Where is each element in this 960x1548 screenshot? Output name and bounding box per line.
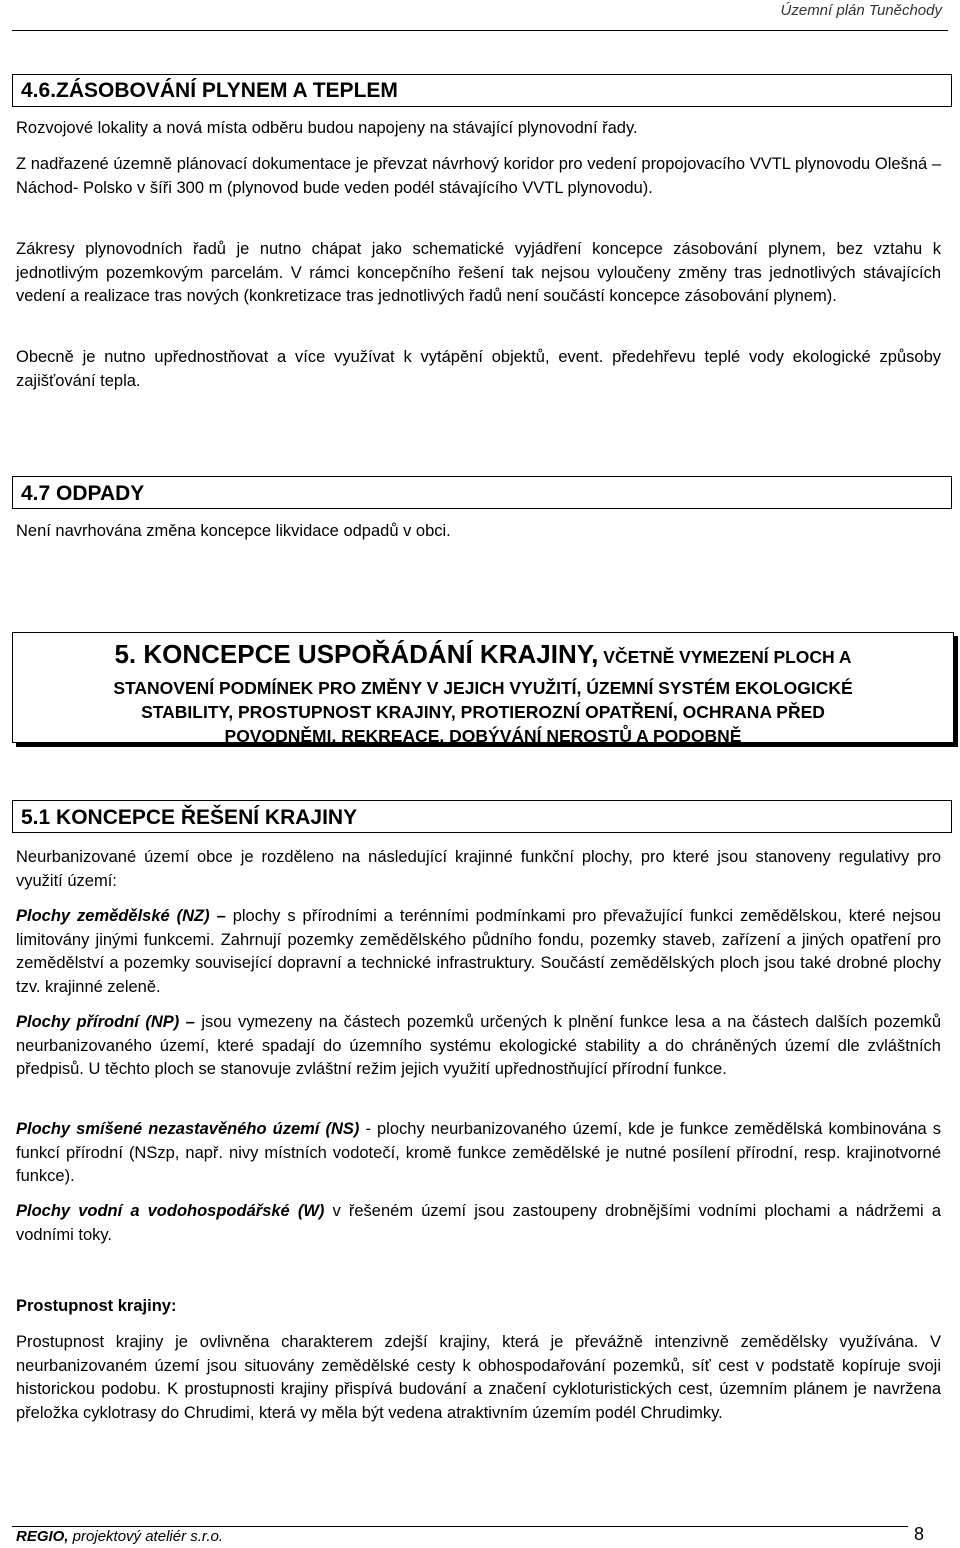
nz-term: Plochy zemědělské (NZ) – — [16, 907, 226, 925]
chapter-5-title-line-4: POVODNĚMI, REKREACE, DOBÝVÁNÍ NEROSTŮ A PODOBNĚ — [224, 726, 742, 746]
footer-company-suffix: projektový ateliér s.r.o. — [68, 1528, 224, 1545]
chapter-5-title-box — [12, 632, 954, 746]
nz-text: plochy s přírodními a terénními podmínkami pro převažující funkci zemědělskou, které nejsou limitovány jinými funkcemi. Zahrnují pozemky zemědělského půdního fondu, pozemky staveb, zařízení a jiných opatření pro zemědělství a pozemky související dopravní a technické infrastruktury. Součástí zemědělských ploch jsou také drobné plochy tzv. krajinné zeleně. — [16, 907, 941, 996]
section-4-7-heading: 4.7 ODPADY — [12, 476, 952, 509]
ns-paragraph — [16, 1118, 941, 1189]
sec51-intro-paragraph: Neurbanizované území obce je rozděleno na následující krajinné funkční plochy, pro které jsou stanoveny regulativy pro využití území: — [16, 848, 941, 890]
prostupnost-heading: Prostupnost krajiny: — [16, 1297, 177, 1315]
chapter-5-title-main: 5. KONCEPCE USPOŘÁDÁNÍ KRAJINY, — [114, 639, 599, 669]
document-header-title: Územní plán Tuněchody — [780, 2, 942, 19]
chapter-5-title-cont: VČETNĚ VYMEZENÍ PLOCH A — [598, 647, 852, 667]
section-5-1-heading: 5.1 KONCEPCE ŘEŠENÍ KRAJINY — [12, 800, 952, 833]
np-text: jsou vymezeny na částech pozemků určených k plnění funkce lesa a na částech dalších pozemků neurbanizovaného území, které spadají do územního systému ekologické stability a do chráněných území dle zvláštních předpisů. U těchto ploch se stanovuje zvláštní režim jejich využití upřednostňující přírodní funkce. — [16, 1013, 941, 1078]
section-4-6-heading: 4.6.ZÁSOBOVÁNÍ PLYNEM A TEPLEM — [12, 74, 952, 107]
footer-company — [16, 1528, 223, 1545]
sec47-paragraph-1: Není navrhována změna koncepce likvidace odpadů v obci. — [16, 522, 451, 540]
sec46-paragraph-2: Z nadřazené územně plánovací dokumentace je převzat návrhový koridor pro vedení propojovacího VVTL plynovodu Olešná – Náchod- Polsko v šíři 300 m (plynovod bude veden podél stávajícího VVTL plynovodu). — [16, 155, 941, 197]
header-divider — [12, 30, 948, 31]
w-term: Plochy vodní a vodohospodářské (W) — [16, 1202, 325, 1220]
np-paragraph — [16, 1011, 941, 1082]
np-term: Plochy přírodní (NP) – — [16, 1013, 195, 1031]
sec46-paragraph-1: Rozvojové lokality a nová místa odběru budou napojeny na stávající plynovodní řady. — [16, 119, 638, 137]
ns-text: - plochy neurbanizovaného území, kde je funkce zemědělská kombinována s funkcí přírodní (NSzp, např. nivy místních vodotečí, kromě funkce zemědělské je nutné posílení přírodní, resp. krajinotvorné funkce). — [16, 1120, 941, 1185]
page-number: 8 — [913, 1524, 924, 1544]
w-paragraph — [16, 1200, 941, 1247]
ns-term: Plochy smíšené nezastavěného území (NS) — [16, 1120, 360, 1138]
chapter-5-title-line-3: STABILITY, PROSTUPNOST KRAJINY, PROTIEROZNÍ OPATŘENÍ, OCHRANA PŘED — [141, 702, 825, 722]
nz-paragraph — [16, 905, 941, 999]
sec46-paragraph-3: Zákresy plynovodních řadů je nutno chápat jako schematické vyjádření koncepce zásobování plynem, bez vztahu k jednotlivým pozemkovým parcelám. V rámci koncepčního řešení tak nejsou vyloučeny změny tras jednotlivých stávajících vedení a realizace tras nových (konkretizace tras jednotlivých řadů není součástí koncepce zásobování plynem). — [16, 240, 941, 305]
prostupnost-paragraph: Prostupnost krajiny je ovlivněna charakterem zdejší krajiny, která je převážně intenzivně zemědělsky využívána. V neurbanizovaném území jsou situovány zemědělské cesty k obhospodařování pozemků, síť cest v podstatě kopíruje svoji historickou podobu. K prostupnosti krajiny přispívá budování a značení cykloturistických cest, územním plánem je navržena přeložka cyklotrasy do Chrudimi, která vy měla být vedena atraktivním územím podél Chrudimky. — [16, 1333, 941, 1422]
footer-company-name: REGIO, — [16, 1528, 69, 1545]
footer-divider — [12, 1526, 908, 1527]
chapter-5-title-line-2: STANOVENÍ PODMÍNEK PRO ZMĚNY V JEJICH VYUŽITÍ, ÚZEMNÍ SYSTÉM EKOLOGICKÉ — [113, 678, 853, 698]
w-text: v řešeném území jsou zastoupeny drobnějšími vodními plochami a nádržemi a vodními toky. — [16, 1202, 941, 1244]
sec46-paragraph-4: Obecně je nutno upřednostňovat a více využívat k vytápění objektů, event. předehřevu teplé vody ekologické způsoby zajišťování tepla. — [16, 348, 941, 390]
